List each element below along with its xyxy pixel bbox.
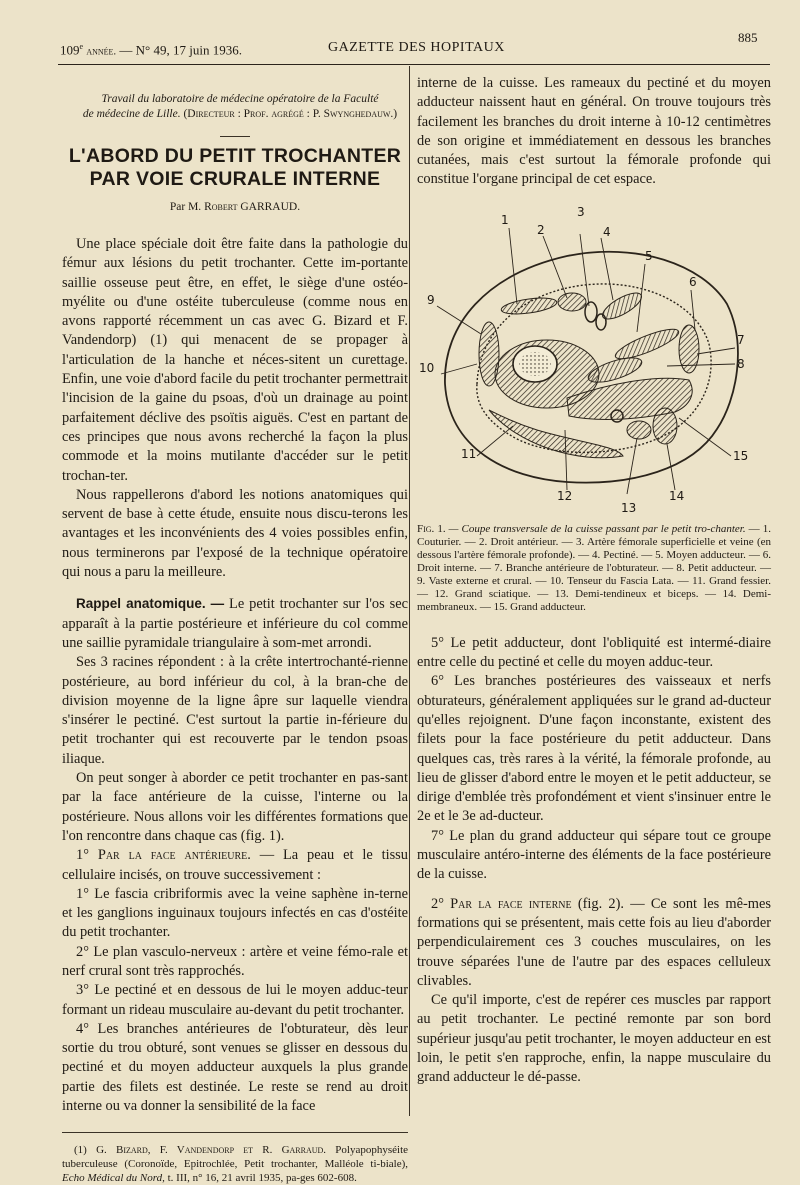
footnote-authors: G. Bizard, F. Vandendorp et R. Garraud. (96, 1144, 327, 1157)
footnote-number: (1) (74, 1144, 87, 1157)
list-item-7: 7° Le plan du grand adducteur qui sépare tout ce groupe musculaire antéro-interne des éléments de la face postérieure de la cuisse. (417, 827, 771, 883)
figure-1 (417, 194, 771, 519)
label-14: 14 (669, 488, 685, 503)
list-item-5: 5° Le petit adducteur, dont l'obliquité est intermé-diaire entre celle du pectiné et celle du moyen adduc-teur. (417, 634, 771, 671)
year-number: 109 (60, 42, 80, 58)
lab-director: (Directeur : Prof. agrégé : P. (183, 108, 321, 120)
year-sup: e (79, 42, 84, 51)
section-1-text: — La peau et le tissu cellulaire incisés, on trouve successivement : (62, 847, 408, 883)
paragraph-plan: Nous rappellerons d'abord les notions anatomiques qui servent de base à cette étude, ensuite nous discu-terons les avantages et les inconvénients des 4 voies possibles enfin, nous terminerons par l'exposé de la technique opératoire qui nous a paru la meilleure. (62, 486, 408, 581)
rappel-text: Le petit trochanter sur l'os sec apparaît à la partie postérieure et inférieure du col comme une saillie pyramidale triangulaire à som-met arrondi. (62, 596, 408, 651)
femoral-artery (585, 302, 597, 322)
droit-anterieur-muscle (558, 293, 586, 311)
label-15: 15 (733, 448, 749, 463)
figure-caption (417, 523, 771, 614)
paragraph-approaches: On peut songer à aborder ce petit trochanter en pas-sant par la face antérieure de la cuisse, l'interne ou la postérieure. Nous allons voir les différentes formations que l'on rencontre dans chaque cas (fig. 1). (62, 770, 408, 844)
paragraph-continuation: interne de la cuisse. Les rameaux du pectiné et du moyen adducteur naissent haut en général. On trouve toujours très facilement les branches du droit interne à 10-12 centimètres de son origine et immédiatement en dessous les branches cutanées, mais c'est surtout la fémorale profonde qui constitue l'organe principal de cet espace. (417, 75, 771, 188)
label-2: 2 (537, 222, 545, 237)
section-2-heading: Par la face interne (450, 895, 572, 912)
page-number: 885 (738, 30, 758, 45)
paragraph-racines: Ses 3 racines répondent : à la crête intertrochanté-rienne postérieure, au bord inférieur du col, à la bran-che de division moyenne de la ligne âpre sur laquelle viendra s'insérer le pectiné. C'est surtout la partie in-férieure du petit trochanter qui est recouverte par le tendon psoas iliaque. (62, 654, 408, 767)
paragraph-face-interne (417, 895, 771, 991)
lab-line-2: de médecine de Lille. (82, 108, 181, 120)
footnote-end: t. III, n° 16, 21 avril 1935, pa-ges 602-608. (164, 1172, 357, 1185)
rappel-heading: Rappel anatomique. — (76, 596, 225, 612)
thigh-cross-section-drawing (417, 194, 771, 519)
issue-info: — N° 49, 17 juin 1936. (119, 42, 242, 58)
section-2-number: 2° (431, 895, 444, 912)
caption-title: — Coupe transversale de la cuisse passant par le petit tro-chanter. (445, 522, 746, 535)
author-last-name: GARRAUD. (240, 201, 301, 213)
article-title (62, 145, 408, 191)
right-column (417, 74, 771, 1088)
author-first-name: Robert (204, 201, 238, 213)
year-word: année. (86, 45, 117, 58)
author-prefix: Par M. (169, 201, 202, 213)
issue-line (60, 42, 242, 58)
list-item-3: 3° Le pectiné et en dessous de lui le moyen adduc-teur formant un rideau musculaire au-devant du petit trochanter. (62, 982, 408, 1018)
paragraph-reperage: Ce qu'il importe, c'est de repérer ces muscles par rapport au petit trochanter. Le pectiné remonte par son bord supérieur jusqu'au petit trochanter, le moyen adducteur en est loin, le petit s'en rapproche, enfin, la nappe musculaire du grand adducteur le dé-passe. (417, 992, 771, 1086)
caption-figure-label: Fig. 1. (417, 522, 446, 535)
title-rule (220, 136, 250, 137)
footnote (62, 1143, 408, 1185)
label-12: 12 (557, 488, 573, 503)
title-line-2: PAR VOIE CRURALE INTERNE (89, 168, 381, 190)
footnote-journal: Echo Médical du Nord, (62, 1172, 165, 1185)
demi-membraneux (653, 408, 677, 444)
list-item-1: 1° Le fascia cribriformis avec la veine saphène in-terne et les ganglions inguinaux toujours infectés en cas d'ostéite du petit trochanter. (62, 885, 408, 941)
label-6: 6 (689, 274, 697, 289)
label-5: 5 (645, 248, 653, 263)
label-7: 7 (737, 332, 745, 347)
paragraph-intro: Une place spéciale doit être faite dans la pathologie du fémur aux lésions du petit trochanter. Cette im-portante saillie osseuse peut être, en effet, le siège d'une ostéo-myélite ou d'une ostéite tuberculeuse (comme nous en avons rapporté récemment un cas avec G. Bizard et F. Vandendorp) (1) qui menacent de se propager à l'articulation de la hanche et néces-sitent un curettage. Enfin, une voie d'abord facile du petit trochanter permettrait l'incision de la gaine du psoas, d'où un drainage au point parfaitement déclive des psoïtis aiguës. C'est en partant de ces principes que nous avons recherché la façon la plus commode et la moins mutilante d'accéder sur le petit trochan-ter. (62, 236, 408, 484)
lab-line-1: Travail du laboratoire de médecine opératoire de la Faculté (101, 93, 379, 105)
label-3: 3 (577, 204, 585, 219)
author-line (62, 201, 408, 213)
footnote-text: Polyapophyséite tuberculeuse (Coronoïde, Epitrochlée, Petit trochanter, Malléole ti-biale), (62, 1144, 409, 1171)
list-item-2: 2° Le plan vasculo-nerveux : artère et veine fémo-rale et nerf crural sont très rapprochés. (62, 943, 408, 979)
label-8: 8 (737, 356, 745, 371)
left-column (62, 92, 408, 1185)
title-line-1: L'ABORD DU PETIT TROCHANTER (68, 145, 402, 167)
lab-director-name: Swynghedauw.) (323, 108, 398, 120)
caption-legend: — 1. Couturier. — 2. Droit antérieur. — 3. Artère fémorale superficielle et veine (en dessous l'artère fémorale profonde). — 4. Pectiné. — 5. Moyen adducteur. — 6. Droit interne. — 7. Branche antérieure de l'obturateur. — 8. Petit adducteur. — 9. Vaste externe et crural. — 10. Tenseur du Fascia Lata. — 11. Grand fessier. — 12. Grand sciatique. — 13. Demi-tendineux et biceps. — 14. Demi-membraneux. — 15. Grand adducteur. (417, 522, 771, 613)
header-rule (58, 64, 770, 65)
list-item-4: 4° Les branches antérieures de l'obturateur, dès leur sortie du trou obturé, sont venues se glisser en dessous du pectiné et du moyen adducteur auxquels la plus grande partie des filets est destinée. Le reste se rend au droit interne ou va donner la sensibilité de la face (62, 1020, 408, 1115)
laboratory-note (72, 92, 408, 122)
moyen-adducteur-muscle (612, 324, 681, 364)
journal-name: GAZETTE DES HOPITAUX (328, 40, 505, 55)
label-10: 10 (419, 360, 435, 375)
page-header (60, 30, 760, 62)
femur-marrow (519, 352, 551, 376)
paragraph-face-anterieure (62, 846, 408, 885)
list-item-6: 6° Les branches postérieures des vaisseaux et nerfs obturateurs, généralement appliquées sur le grand ad-ducteur qu'elles rejoignent. D'une façon inconstante, existent des filets pour la face postérieure du petit adducteur. Dans quelques cas, très rares à la vérité, la fémorale profonde, au lieu de glisser d'abord entre le moyen et le petit adducteur, se dirige d'emblée très profondément et vient s'insinuer entre le 2e et le 3e ad-ducteur. (417, 673, 771, 825)
label-13: 13 (621, 500, 637, 515)
section-2-text: (fig. 2). — Ce sont les mê-mes formations qui se présentent, mais cette fois au lieu d'aborder perpendiculairement ces 3 couches musculaires, on les trouve séparées l'une de l'autre par des espaces celluleux clivables. (417, 895, 771, 989)
paragraph-rappel (62, 594, 408, 653)
section-1-number: 1° (76, 847, 89, 864)
label-1: 1 (501, 212, 509, 227)
demi-tendineux-biceps (627, 421, 651, 439)
label-9: 9 (427, 292, 435, 307)
couturier-muscle (500, 295, 557, 317)
label-4: 4 (603, 224, 611, 239)
column-separator (409, 66, 410, 1116)
section-1-heading: Par la face antérieure. (97, 847, 251, 864)
footnote-rule (62, 1132, 408, 1133)
label-11: 11 (461, 446, 477, 461)
